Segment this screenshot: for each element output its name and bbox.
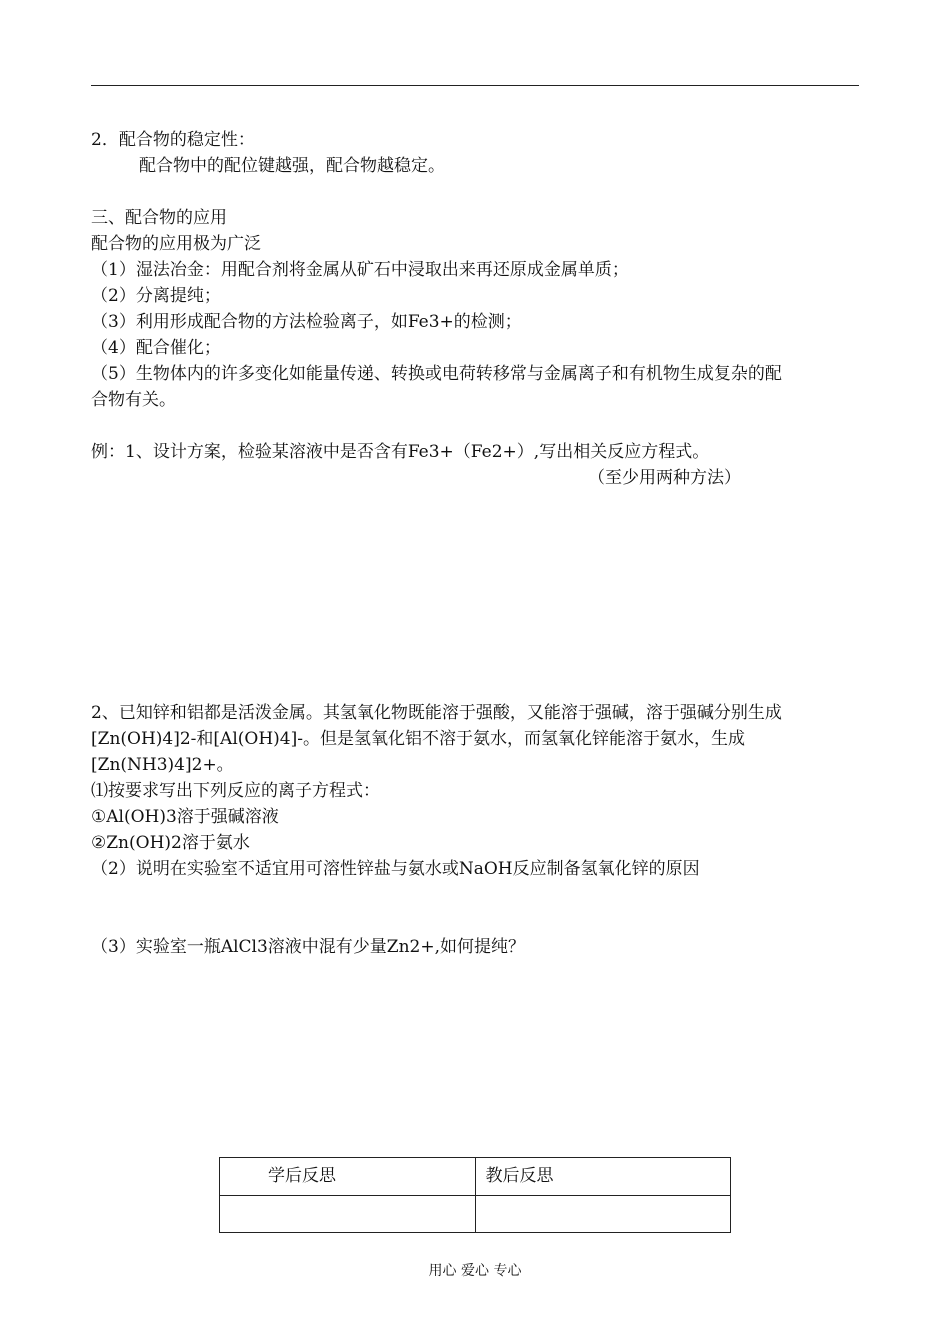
section-heading-stability: 2．配合物的稳定性： [91,130,255,150]
list-item: （2）分离提纯； [91,286,221,306]
paragraph: 配合物中的配位键越强，配合物越稳定。 [139,156,445,176]
sub-question: ①Al(OH)3溶于强碱溶液 [91,807,279,827]
question-2-line: [Zn(OH)4]2-和[Al(OH)4]-。但是氢氧化铝不溶于氨水，而氢氧化锌能溶于氨水，生成 [91,729,745,749]
list-item: （3）利用形成配合物的方法检验离子，如Fe3+的检测； [91,312,522,332]
reflection-table [219,1157,731,1233]
table-row [220,1158,731,1196]
list-item: （5）生物体内的许多变化如能量传递、转换或电荷转移常与金属离子和有机物生成复杂的配 [91,364,782,384]
table-row [220,1196,731,1233]
sub-question: （2）说明在实验室不适宜用可溶性锌盐与氨水或NaOH反应制备氢氧化锌的原因 [91,859,700,879]
header-rule [91,85,859,86]
question-2-line: [Zn(NH3)4]2+。 [91,755,234,775]
list-item: （4）配合催化； [91,338,221,358]
table-header-student-reflection: 学后反思 [220,1158,476,1196]
paragraph: 配合物的应用极为广泛 [91,234,261,254]
question-2: 2、已知锌和铝都是活泼金属。其氢氧化物既能溶于强酸，又能溶于强碱，溶于强碱分别生成 [91,703,782,723]
example-note: （至少用两种方法） [588,468,741,488]
section-heading-applications: 三、配合物的应用 [91,208,227,228]
sub-question: （3）实验室一瓶AlCl3溶液中混有少量Zn2+,如何提纯？ [91,937,526,957]
table-cell-student-reflection[interactable] [220,1196,476,1233]
page-footer: 用心 爱心 专心 [428,1263,522,1279]
sub-question: ⑴按要求写出下列反应的离子方程式： [91,781,380,801]
sub-question: ②Zn(OH)2溶于氨水 [91,833,250,853]
table-header-teacher-reflection: 教后反思 [475,1158,731,1196]
example-question-1: 例：1、设计方案，检验某溶液中是否含有Fe3+（Fe2+）,写出相关反应方程式。 [91,442,710,462]
list-item: （1）湿法冶金：用配合剂将金属从矿石中浸取出来再还原成金属单质； [91,260,629,280]
list-item-continuation: 合物有关。 [91,390,176,410]
table-cell-teacher-reflection[interactable] [475,1196,731,1233]
